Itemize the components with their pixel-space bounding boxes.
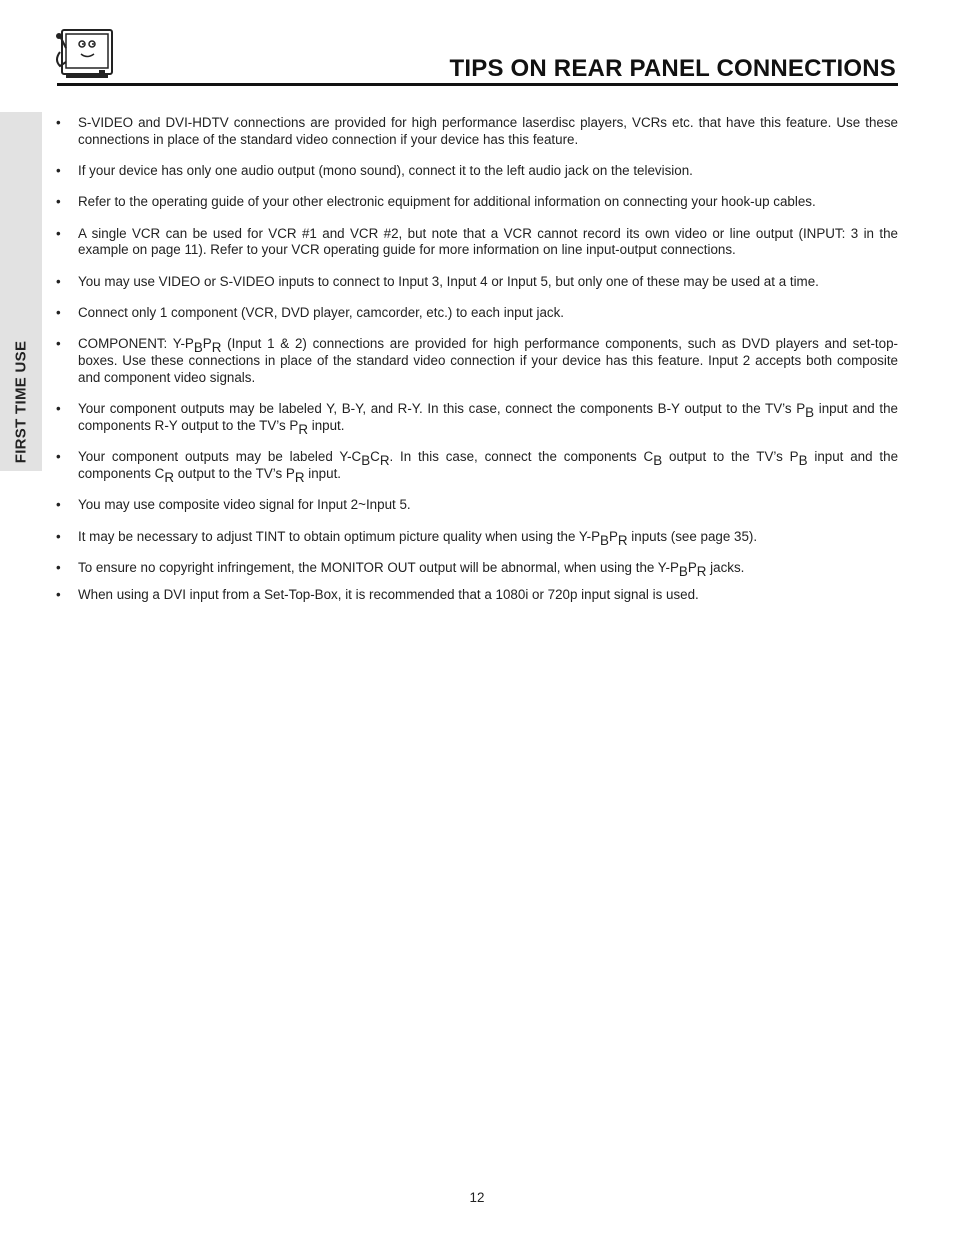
tip-item: • A single VCR can be used for VCR #1 and VCR #2, but note that a VCR cannot record its own video or line output (INPUT: 3 in the example on page 11). Refer to your VCR operating guide for more information on line input-output connections.	[56, 226, 898, 260]
tip-item: • If your device has only one audio output (mono sound), connect it to the left audio jack on the television.	[56, 163, 898, 180]
tip-item: • To ensure no copyright infringement, the MONITOR OUT output will be abnormal, when using the $Y-P_BP_R$ jacks.	[56, 560, 898, 577]
tip-item: • Your component outputs may be labeled $Y-C_BC_R$. In this case, connect the components $C_B$ output to the TV’s $P_B$ input and the components $C_R$ output to the TV’s $P_R$ input.	[56, 449, 898, 483]
tip-item: • Connect only 1 component (VCR, DVD player, camcorder, etc.) to each input jack.	[56, 305, 898, 322]
tip-item: • COMPONENT: $Y-P_BP_R$ (Input 1 & 2) connections are provided for high performance components, such as DVD players and set-top-boxes. Use these connections in place of the standard video connection if your device has this feature. Input 2 accepts both composite and component video signals.	[56, 336, 898, 386]
page-title: TIPS ON REAR PANEL CONNECTIONS	[449, 55, 896, 82]
tv-mascot-icon	[52, 26, 116, 80]
tip-item: • You may use VIDEO or S-VIDEO inputs to connect to Input 3, Input 4 or Input 5, but only one of these may be used at a time.	[56, 274, 898, 291]
tip-item: • You may use composite video signal for Input 2~Input 5.	[56, 497, 898, 514]
section-side-tab	[0, 112, 42, 471]
tip-item: • Refer to the operating guide of your other electronic equipment for additional information on connecting your hook-up cables.	[56, 194, 898, 211]
header-divider	[57, 83, 898, 86]
tip-item: • When using a DVI input from a Set-Top-Box, it is recommended that a 1080i or 720p input signal is used.	[56, 587, 898, 604]
page-number: 12	[469, 1190, 485, 1205]
tip-item: • S-VIDEO and DVI-HDTV connections are provided for high performance laserdisc players, VCRs etc. that have this feature. Use these connections in place of the standard video connection if your device has this feature.	[56, 115, 898, 149]
side-tab-label: FIRST TIME USE	[12, 340, 30, 464]
tip-item: • Your component outputs may be labeled Y, B-Y, and R-Y. In this case, connect the components B-Y output to the TV’s $P_B$ input and the components R-Y output to the TV’s $P_R$ input.	[56, 401, 898, 435]
tips-list	[56, 115, 898, 618]
tip-item: • It may be necessary to adjust TINT to obtain optimum picture quality when using the $Y-P_BP_R$ inputs (see page 35).	[56, 529, 898, 546]
